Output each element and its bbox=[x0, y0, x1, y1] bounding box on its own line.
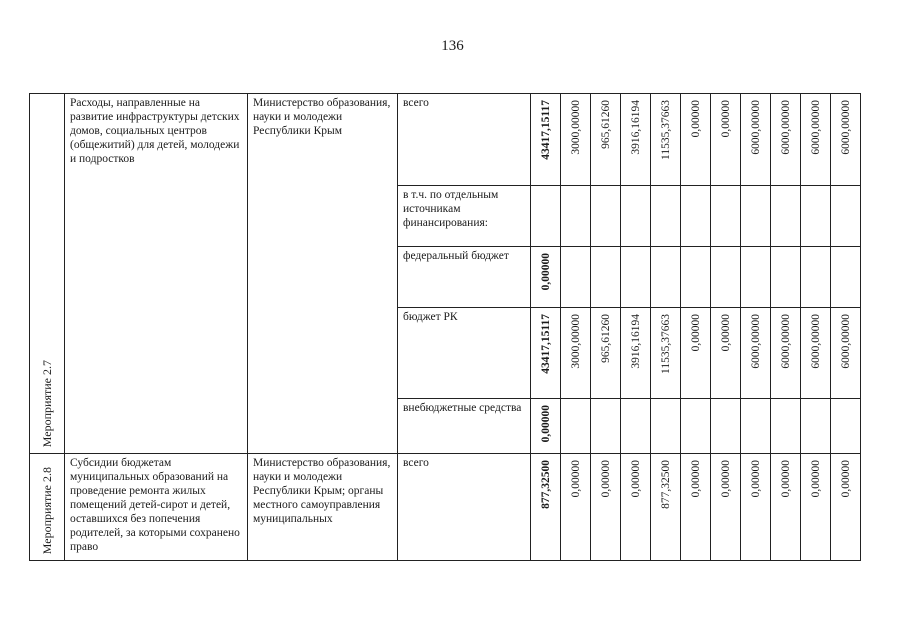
year-value: 0,00000 bbox=[719, 460, 732, 498]
total-value: 43417,15117 bbox=[539, 314, 552, 374]
year-value-cell bbox=[711, 399, 741, 454]
year-value-cell bbox=[831, 308, 861, 399]
year-value: 0,00000 bbox=[689, 100, 702, 138]
year-value: 3916,16194 bbox=[629, 314, 642, 369]
year-value-cell bbox=[711, 247, 741, 308]
year-value-cell bbox=[591, 247, 621, 308]
year-value: 0,00000 bbox=[809, 460, 822, 498]
executor-text: Министерство образования, науки и молодежи Республики Крым bbox=[253, 97, 391, 137]
measure-label-cell bbox=[30, 454, 65, 561]
total-cell bbox=[531, 308, 561, 399]
total-cell bbox=[531, 186, 561, 247]
total-cell bbox=[531, 247, 561, 308]
year-value-cell bbox=[651, 399, 681, 454]
year-value-cell bbox=[681, 94, 711, 186]
year-value: 6000,00000 bbox=[749, 100, 762, 155]
year-value: 0,00000 bbox=[719, 314, 732, 352]
funding-source-label: федеральный бюджет bbox=[403, 250, 509, 262]
year-value-cell bbox=[681, 186, 711, 247]
year-value-cell bbox=[711, 454, 741, 561]
year-value: 6000,00000 bbox=[839, 100, 852, 155]
year-value-cell bbox=[681, 454, 711, 561]
total-value: 0,00000 bbox=[539, 405, 552, 443]
year-value: 6000,00000 bbox=[749, 314, 762, 369]
year-value: 3000,00000 bbox=[569, 100, 582, 155]
measure-description: Субсидии бюджетам муниципальных образований на проведение ремонта жилых помещений детей-сирот и детей, оставшихся без попечения родителей, за которыми сохранено право bbox=[70, 457, 240, 553]
year-value-cell bbox=[711, 308, 741, 399]
year-value-cell bbox=[561, 247, 591, 308]
year-value-cell bbox=[741, 186, 771, 247]
year-value-cell bbox=[621, 399, 651, 454]
year-value-cell bbox=[711, 94, 741, 186]
executor-text: Министерство образования, науки и молодежи Республики Крым; органы местного самоуправления муниципальных bbox=[253, 457, 391, 525]
funding-source-cell bbox=[398, 94, 531, 186]
funding-source-cell bbox=[398, 454, 531, 561]
year-value: 0,00000 bbox=[719, 100, 732, 138]
executor-cell bbox=[248, 94, 398, 454]
measure-description: Расходы, направленные на развитие инфраструктуры детских домов, социальных центров (общежитий) для детей, молодежи и подростков bbox=[70, 97, 240, 165]
year-value-cell bbox=[561, 308, 591, 399]
year-value-cell bbox=[561, 94, 591, 186]
year-value-cell bbox=[561, 454, 591, 561]
year-value: 0,00000 bbox=[569, 460, 582, 498]
year-value-cell bbox=[591, 308, 621, 399]
year-value-cell bbox=[651, 454, 681, 561]
year-value-cell bbox=[771, 94, 801, 186]
measure-description-cell bbox=[65, 94, 248, 454]
table-row bbox=[30, 94, 861, 186]
year-value-cell bbox=[651, 308, 681, 399]
year-value-cell bbox=[651, 94, 681, 186]
year-value-cell bbox=[621, 247, 651, 308]
funding-source-cell bbox=[398, 186, 531, 247]
year-value-cell bbox=[591, 94, 621, 186]
year-value: 3000,00000 bbox=[569, 314, 582, 369]
year-value-cell bbox=[741, 399, 771, 454]
year-value-cell bbox=[741, 94, 771, 186]
year-value: 11535,37663 bbox=[659, 314, 672, 374]
year-value-cell bbox=[801, 247, 831, 308]
measure-description-cell bbox=[65, 454, 248, 561]
year-value-cell bbox=[621, 186, 651, 247]
year-value-cell bbox=[831, 247, 861, 308]
year-value: 3916,16194 bbox=[629, 100, 642, 155]
year-value-cell bbox=[621, 454, 651, 561]
year-value-cell bbox=[801, 308, 831, 399]
table-row bbox=[30, 454, 861, 561]
year-value-cell bbox=[741, 308, 771, 399]
funding-source-label: внебюджетные средства bbox=[403, 402, 522, 414]
budget-table bbox=[29, 93, 861, 561]
measure-label: Мероприятие 2.8 bbox=[40, 466, 54, 554]
year-value-cell bbox=[561, 186, 591, 247]
year-value-cell bbox=[651, 247, 681, 308]
year-value: 0,00000 bbox=[689, 460, 702, 498]
year-value: 0,00000 bbox=[689, 314, 702, 352]
year-value-cell bbox=[651, 186, 681, 247]
funding-source-label: всего bbox=[403, 457, 429, 469]
measure-label: Мероприятие 2.7 bbox=[40, 359, 54, 447]
year-value: 877,32500 bbox=[659, 460, 672, 509]
year-value-cell bbox=[831, 94, 861, 186]
year-value: 0,00000 bbox=[779, 460, 792, 498]
year-value: 6000,00000 bbox=[779, 314, 792, 369]
year-value: 6000,00000 bbox=[779, 100, 792, 155]
year-value: 6000,00000 bbox=[809, 100, 822, 155]
year-value-cell bbox=[801, 399, 831, 454]
total-cell bbox=[531, 94, 561, 186]
year-value-cell bbox=[831, 454, 861, 561]
year-value-cell bbox=[621, 308, 651, 399]
year-value: 0,00000 bbox=[839, 460, 852, 498]
total-cell bbox=[531, 399, 561, 454]
year-value-cell bbox=[711, 186, 741, 247]
year-value-cell bbox=[621, 94, 651, 186]
year-value-cell bbox=[741, 247, 771, 308]
year-value: 0,00000 bbox=[749, 460, 762, 498]
year-value-cell bbox=[591, 454, 621, 561]
year-value-cell bbox=[771, 247, 801, 308]
funding-source-cell bbox=[398, 308, 531, 399]
year-value-cell bbox=[831, 186, 861, 247]
year-value: 0,00000 bbox=[599, 460, 612, 498]
year-value: 11535,37663 bbox=[659, 100, 672, 160]
year-value-cell bbox=[771, 454, 801, 561]
funding-source-label: бюджет РК bbox=[403, 311, 458, 323]
year-value-cell bbox=[771, 399, 801, 454]
page-number: 136 bbox=[441, 38, 464, 54]
total-value: 43417,15117 bbox=[539, 100, 552, 160]
year-value-cell bbox=[801, 454, 831, 561]
year-value: 6000,00000 bbox=[839, 314, 852, 369]
total-cell bbox=[531, 454, 561, 561]
year-value-cell bbox=[681, 247, 711, 308]
year-value-cell bbox=[591, 399, 621, 454]
year-value-cell bbox=[801, 94, 831, 186]
year-value-cell bbox=[771, 186, 801, 247]
total-value: 877,32500 bbox=[539, 460, 552, 509]
year-value-cell bbox=[771, 308, 801, 399]
funding-source-cell bbox=[398, 247, 531, 308]
year-value-cell bbox=[741, 454, 771, 561]
total-value: 0,00000 bbox=[539, 253, 552, 291]
year-value: 0,00000 bbox=[629, 460, 642, 498]
year-value-cell bbox=[681, 399, 711, 454]
year-value-cell bbox=[591, 186, 621, 247]
year-value: 6000,00000 bbox=[809, 314, 822, 369]
year-value-cell bbox=[561, 399, 591, 454]
funding-source-cell bbox=[398, 399, 531, 454]
executor-cell bbox=[248, 454, 398, 561]
year-value-cell bbox=[681, 308, 711, 399]
year-value-cell bbox=[831, 399, 861, 454]
year-value: 965,61260 bbox=[599, 100, 612, 149]
year-value: 965,61260 bbox=[599, 314, 612, 363]
year-value-cell bbox=[801, 186, 831, 247]
funding-source-label: в т.ч. по отдельным источникам финансирования: bbox=[403, 189, 499, 229]
measure-label-cell bbox=[30, 94, 65, 454]
funding-source-label: всего bbox=[403, 97, 429, 109]
